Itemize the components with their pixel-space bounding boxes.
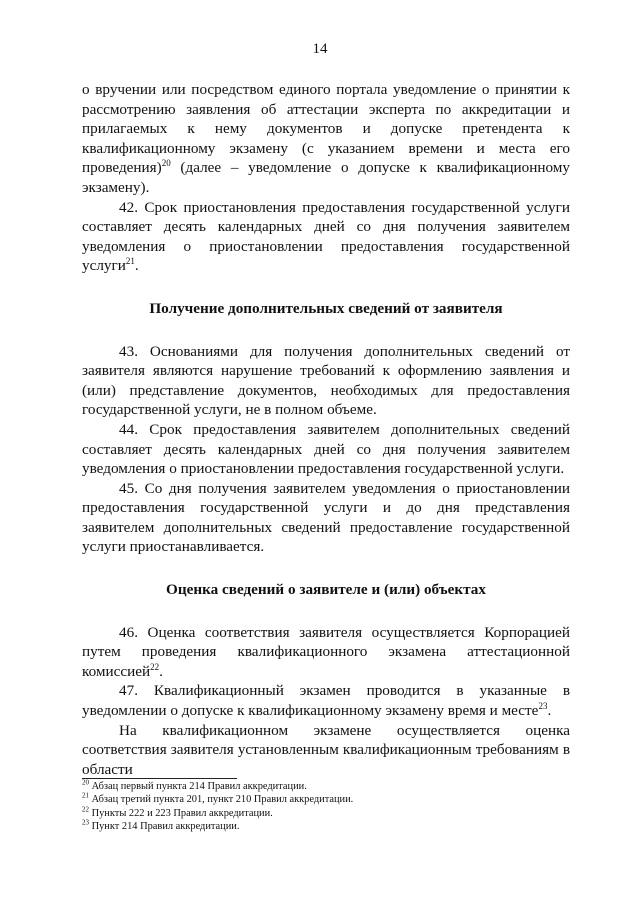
footnote xyxy=(82,820,570,833)
footnote-number: 23 xyxy=(82,818,89,827)
paragraph-48: На квалификационном экзамене осуществляется оценка соответствия заявителя установленным квалификационным требованиям в области xyxy=(82,721,570,778)
footnote-text: Абзац третий пункта 201, пункт 210 Правил аккредитации. xyxy=(91,794,354,806)
footnote xyxy=(82,793,570,806)
footnote-ref: 23 xyxy=(538,700,548,711)
footnote xyxy=(82,807,570,820)
footnote-text: Абзац первый пункта 214 Правил аккредитации. xyxy=(91,781,307,792)
paragraph-text: о вручении или посредством единого портала уведомление о принятии к рассмотрению заявления об аттестации эксперта по аккредитации и прилагаемых к нему документов и допуске претендента к квалификационному экзамену (с указанием времени и места его проведения) xyxy=(82,81,570,177)
paragraph-text: . xyxy=(547,702,552,720)
paragraph-45: 45. Со дня получения заявителем уведомления о приостановлении предоставления государственной услуги и до дня представления заявителем дополнительных сведений предоставление государственной услуги приостанавливается. xyxy=(82,479,570,556)
section-heading: Получение дополнительных сведений от заявителя xyxy=(149,299,503,317)
footnote-ref: 20 xyxy=(161,158,171,169)
paragraph-43: 43. Основаниями для получения дополнительных сведений от заявителя являются нарушение требований к оформлению заявления и (или) представление документов, необходимых для предоставления государственной услуги, не в полном объеме. xyxy=(82,342,570,419)
section-heading: Оценка сведений о заявителе и (или) объектах xyxy=(166,581,486,599)
paragraph-continued xyxy=(82,80,570,198)
paragraph-text: . xyxy=(134,257,139,275)
footnote-number: 22 xyxy=(82,805,89,814)
footnotes xyxy=(82,780,570,834)
page-number: 14 xyxy=(312,41,328,57)
paragraph-46 xyxy=(82,623,570,682)
paragraph-44: 44. Срок предоставления заявителем дополнительных сведений составляет десять календарных дней со дня получения заявителем уведомления о приостановлении предоставления государственной услуги. xyxy=(82,420,570,478)
footnote xyxy=(82,780,570,793)
paragraph-text: 47. Квалификационный экзамен проводится в указанные в уведомлении о допуске к квалификационному экзамену время и месте xyxy=(82,682,570,720)
paragraph-text: 46. Оценка соответствия заявителя осуществляется Корпорацией путем проведения квалификационного экзамена аттестационной комиссией xyxy=(82,623,570,680)
paragraph-text: . xyxy=(159,662,163,680)
footnote-ref: 22 xyxy=(150,661,160,672)
footnote-text: Пункты 222 и 223 Правил аккредитации. xyxy=(91,807,273,819)
footnote-text: Пункт 214 Правил аккредитации. xyxy=(91,821,240,833)
footnote-divider xyxy=(82,778,237,779)
paragraph-42 xyxy=(82,198,570,276)
footnote-ref: 21 xyxy=(125,256,135,267)
paragraph-47 xyxy=(82,681,570,720)
footnote-number: 20 xyxy=(82,778,89,787)
document-body xyxy=(82,80,570,779)
footnote-number: 21 xyxy=(82,791,89,800)
paragraph-text: 42. Срок приостановления предоставления государственной услуги составляет десять календарных дней со дня получения заявителем уведомления о приостановлении предоставления государственной услуги xyxy=(82,198,570,275)
paragraph-text: (далее – уведомление о допуске к квалификационному экзамену). xyxy=(82,159,570,196)
